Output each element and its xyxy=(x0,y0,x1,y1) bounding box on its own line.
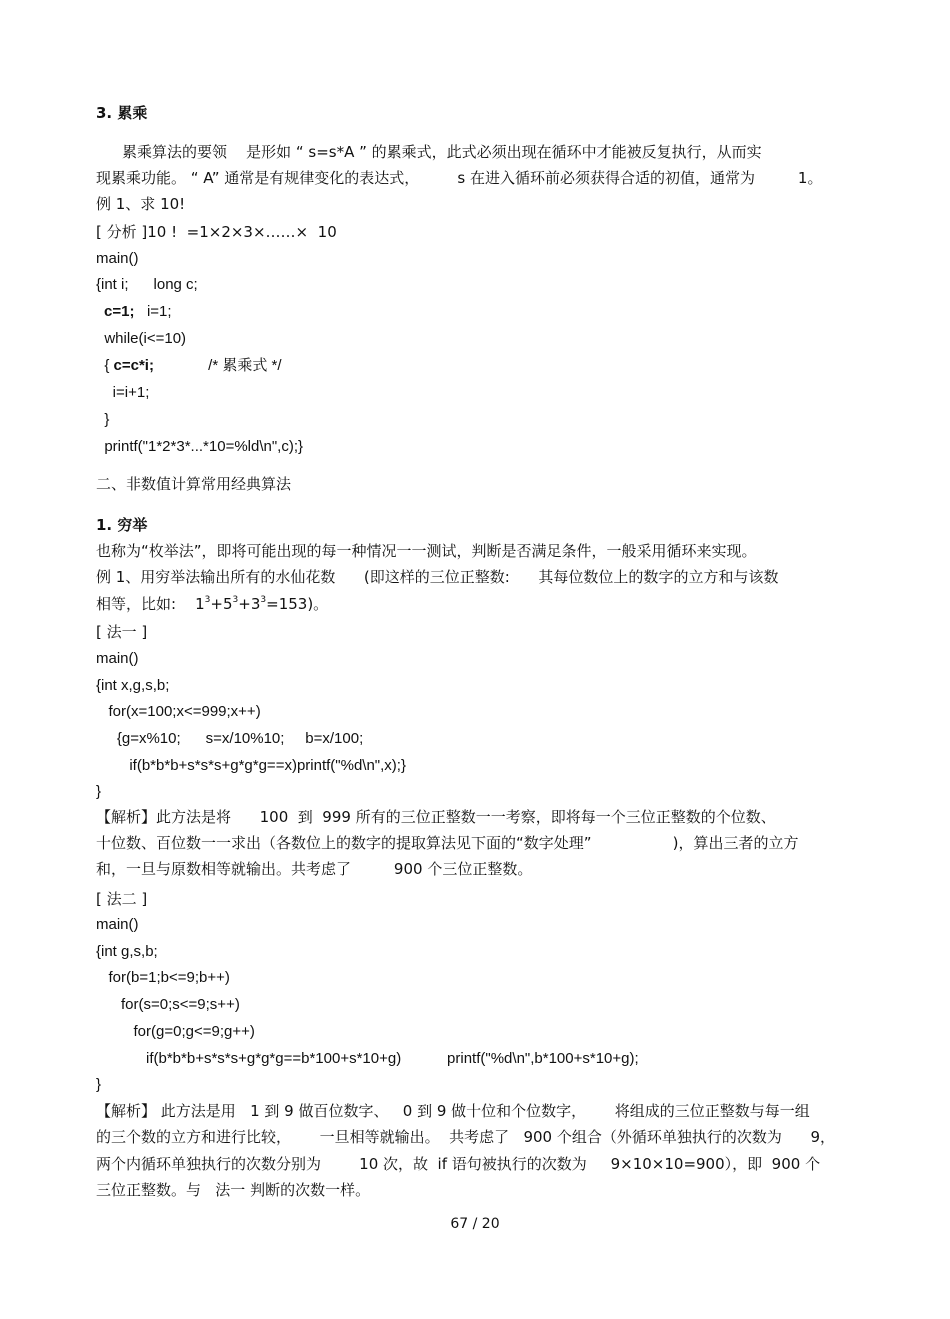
analysis-line: 和，一旦与原数相等就输出。共考虑了 900 个三位正整数。 xyxy=(96,860,533,878)
code-line: for(g=0;g<=9;g++) xyxy=(96,1023,255,1040)
analysis-line: 【解析】此方法是将 100 到 999 所有的三位正整数一一考察，即将每一个三位正整数的个位数、 xyxy=(96,808,776,826)
analysis-line: 十位数、百位数一一求出（各数位上的数字的提取算法见下面的“数字处理” )，算出三者的立方 xyxy=(96,834,799,852)
code-line: main() xyxy=(96,650,139,667)
code-line: {int g,s,b; xyxy=(96,943,158,960)
code-line: for(s=0;s<=9;s++) xyxy=(96,996,240,1013)
example-line: 相等，比如: $1^3+5^3+3^3=153$)。 xyxy=(96,595,329,613)
analysis-line: 的三个数的立方和进行比较， 一旦相等就输出。 共考虑了 900 个组合（外循环单独执行的次数为 9， xyxy=(96,1128,836,1146)
code-line: } xyxy=(96,1076,102,1093)
code-line: {int x,g,s,b; xyxy=(96,677,170,694)
paragraph-line: 现累乘功能。 “ A” 通常是有规律变化的表达式， s 在进入循环前必须获得合适的初值，通常为 1。 xyxy=(96,169,823,187)
analysis-line: 三位正整数。与 法一 判断的次数一样。 xyxy=(96,1181,371,1199)
code-line: for(x=100;x<=999;x++) xyxy=(96,703,261,720)
section-1-title: 1. 穷举 xyxy=(96,516,148,534)
paragraph-line: 累乘算法的要领 是形如 “ s=s*A ” 的累乘式，此式必须出现在循环中才能被反复执行，从而实 xyxy=(122,143,762,161)
example-line: 例 1、求 10! xyxy=(96,195,186,213)
analysis-line: 两个内循环单独执行的次数分别为 10 次，故 if 语句被执行的次数为 9×10×10=900），即 900 个 xyxy=(96,1155,821,1173)
code-line: { c=c*i; /* 累乘式 */ xyxy=(96,357,282,374)
section-3-title: 3. 累乘 xyxy=(96,104,148,122)
code-line: {g=x%10; s=x/10%10; b=x/100; xyxy=(96,730,364,747)
code-line: main() xyxy=(96,916,139,933)
code-line: main() xyxy=(96,250,139,267)
analysis-line: 【解析】 此方法是用 1 到 9 做百位数字、 0 到 9 做十位和个位数字， 将组成的三位正整数与每一组 xyxy=(96,1102,810,1120)
code-line: while(i<=10) xyxy=(96,330,187,347)
analysis-line: [ 分析 ]10 ! =1×2×3×……× 10 xyxy=(96,223,337,241)
code-line: c=1; i=1; xyxy=(104,303,172,320)
code-line: } xyxy=(96,783,102,800)
code-line: if(b*b*b+s*s*s+g*g*g==b*100+s*10+g) printf("%d\n",b*100+s*10+g); xyxy=(96,1050,639,1067)
code-line: i=i+1; xyxy=(96,384,150,401)
paragraph-line: 也称为“枚举法”，即将可能出现的每一种情况一一测试，判断是否满足条件，一般采用循环来实现。 xyxy=(96,542,757,560)
code-line: for(b=1;b<=9;b++) xyxy=(96,969,230,986)
code-line: {int i; long c; xyxy=(96,276,198,293)
part-2-title: 二、非数值计算常用经典算法 xyxy=(96,475,292,493)
code-line: printf("1*2*3*...*10=%ld\n",c);} xyxy=(96,438,304,455)
example-line: 例 1、用穷举法输出所有的水仙花数 (即这样的三位正整数: 其每位数位上的数字的立方和与该数 xyxy=(96,568,779,586)
method-2-label: [ 法二 ] xyxy=(96,890,148,908)
page-number: 67 / 20 xyxy=(450,1216,500,1232)
code-line: if(b*b*b+s*s*s+g*g*g==x)printf("%d\n",x);} xyxy=(96,757,406,774)
code-line: } xyxy=(96,411,110,428)
method-1-label: [ 法一 ] xyxy=(96,623,148,641)
